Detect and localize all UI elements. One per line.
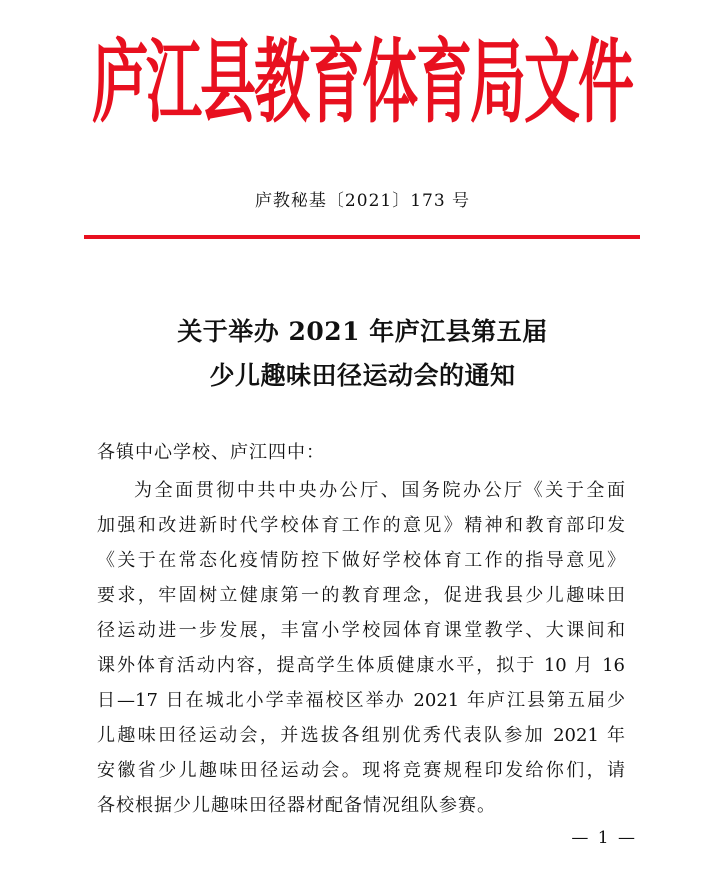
body-text-line: 要求，牢固树立健康第一的教育理念，促进我县少儿趣味田 xyxy=(97,585,625,606)
salutation: 各镇中心学校、庐江四中： xyxy=(97,442,325,463)
body-text-line: 加强和改进新时代学校体育工作的意见》精神和教育部印发 xyxy=(97,515,625,536)
body-text-line: 日—17 日在城北小学幸福校区举办 2021 年庐江县第五届少 xyxy=(97,690,625,711)
red-divider-line xyxy=(84,235,640,239)
body-text-line: 儿趣味田径运动会，并选拔各组别优秀代表队参加 2021 年 xyxy=(97,725,625,746)
body-text-line: 为全面贯彻中共中央办公厅、国务院办公厅《关于全面 xyxy=(134,480,625,501)
body-text-line: 各校根据少儿趣味田径器材配备情况组队参赛。 xyxy=(97,795,496,816)
page-number: — 1 — xyxy=(571,828,637,848)
body-text-line: 径运动进一步发展，丰富小学校园体育课堂教学、大课间和 xyxy=(97,620,625,641)
notice-title-line-1: 关于举办 2021 年庐江县第五届 xyxy=(177,317,548,346)
body-text-line: 课外体育活动内容，提高学生体质健康水平，拟于 10 月 16 xyxy=(97,655,625,676)
body-text-line: 《关于在常态化疫情防控下做好学校体育工作的指导意见》 xyxy=(97,550,625,571)
document-number: 庐教秘基〔2021〕173 号 xyxy=(254,191,471,211)
body-text-line: 安徽省少儿趣味田径运动会。现将竞赛规程印发给你们，请 xyxy=(97,760,625,781)
notice-title-line-2: 少儿趣味田径运动会的通知 xyxy=(209,361,516,390)
agency-header-title: 庐江县教育体育局文件 xyxy=(92,29,632,136)
